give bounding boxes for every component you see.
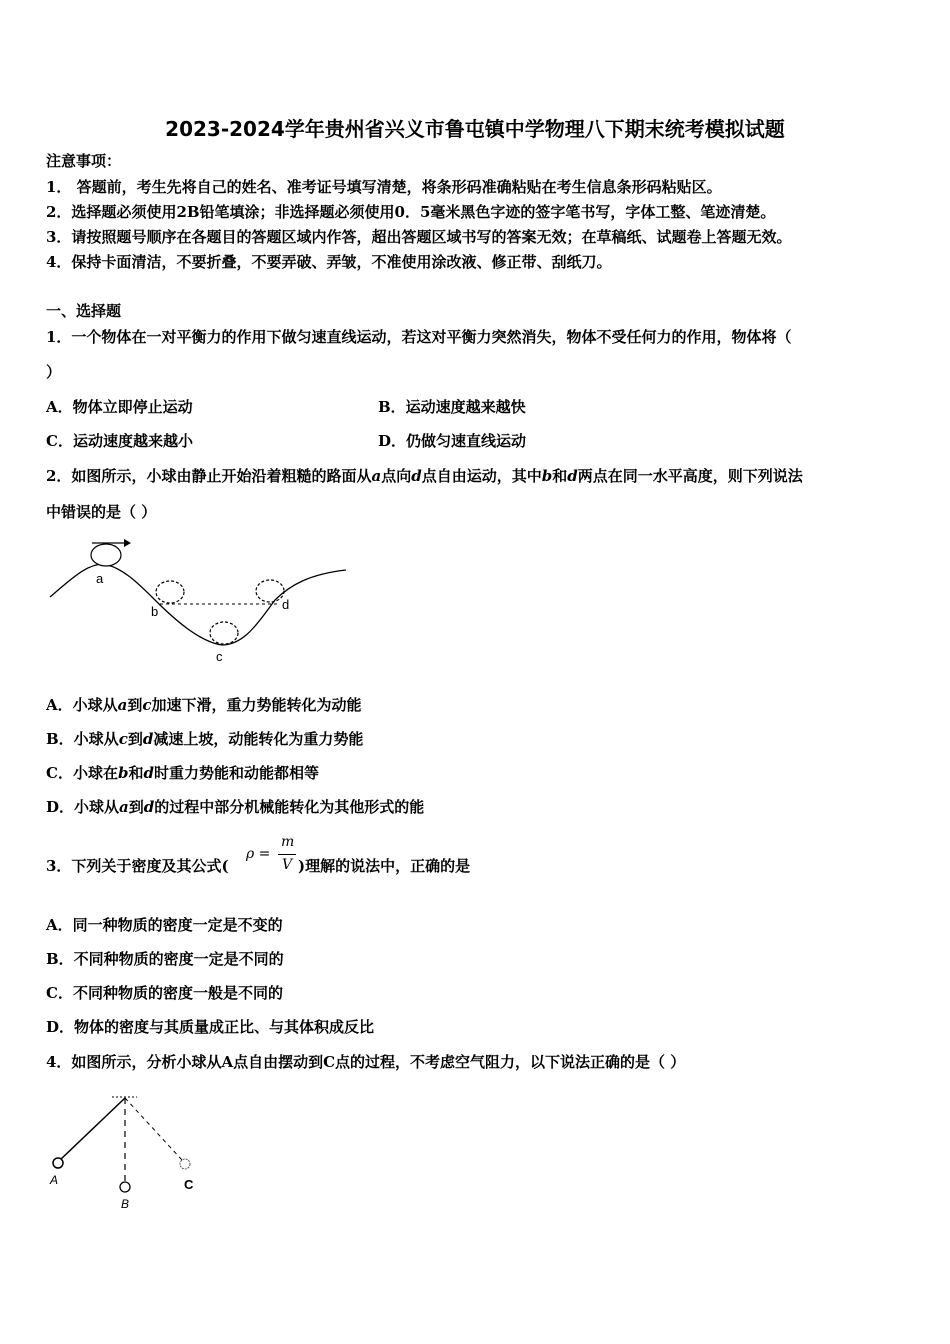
- q1-option-d: D．仍做匀速直线运动: [378, 432, 527, 450]
- q4-stem: 4．如图所示，分析小球从A点自由摆动到C点的过程，不考虑空气阻力，以下说法正确的是（ ）: [46, 1053, 686, 1071]
- notice-heading: 注意事项：: [46, 152, 122, 170]
- ball-position-a: [53, 1158, 63, 1168]
- q1-stem-end: ）: [46, 363, 62, 381]
- density-formula-rho: ρ =: [246, 846, 271, 862]
- ball-position-b: [120, 1182, 130, 1192]
- q3-stem-start: 3．下列关于密度及其公式(: [46, 857, 229, 875]
- q2-stem-end: 中错误的是（ ）: [46, 503, 157, 521]
- q2-option-c: C．小球在b和d时重力势能和动能都相等: [46, 764, 319, 782]
- notice-item: 1． 答题前，考生先将自己的姓名、准考证号填写清楚，将条形码准确粘贴在考生信息条形码粘贴区。: [46, 178, 722, 196]
- label-a: a: [96, 571, 104, 586]
- q1-stem: 1．一个物体在一对平衡力的作用下做匀速直线运动，若这对平衡力突然消失，物体不受任何力的作用，物体将（: [46, 328, 792, 346]
- string-a: [60, 1098, 125, 1160]
- ball-position-c: [180, 1159, 190, 1169]
- density-formula-numerator: m: [281, 834, 295, 850]
- notice-item: 3．请按照题号顺序在各题目的答题区域内作答，超出答题区域书写的答案无效；在草稿纸、试题卷上答题无效。: [46, 228, 792, 246]
- q2-option-d: D．小球从a到d的过程中部分机械能转化为其他形式的能: [46, 798, 425, 816]
- label-b: b: [151, 604, 159, 619]
- q3-option-a: A．同一种物质的密度一定是不变的: [46, 916, 283, 934]
- q2-option-a: A．小球从a到c加速下滑，重力势能转化为动能: [46, 696, 362, 714]
- q3-stem-end: )理解的说法中，正确的是: [298, 857, 471, 875]
- q3-option-d: D．物体的密度与其质量成正比、与其体积成反比: [46, 1018, 375, 1036]
- q1-option-c: C．运动速度越来越小: [46, 432, 193, 450]
- q2-option-b: B．小球从c到d减速上坡，动能转化为重力势能: [46, 730, 364, 748]
- label-C: C: [184, 1177, 194, 1192]
- notice-item: 2．选择题必须使用2B铅笔填涂；非选择题必须使用0．5毫米黑色字迹的签字笔书写，字体工整、笔迹清楚。: [46, 203, 776, 221]
- q1-option-b: B．运动速度越来越快: [378, 398, 526, 416]
- section-heading: 一、选择题: [46, 302, 122, 320]
- density-formula-denominator: V: [282, 857, 293, 873]
- notice-item: 4．保持卡面清洁，不要折叠，不要弄破、弄皱，不准使用涂改液、修正带、刮纸刀。: [46, 253, 612, 271]
- q3-option-c: C．不同种物质的密度一般是不同的: [46, 984, 283, 1002]
- q3-option-b: B．不同种物质的密度一定是不同的: [46, 950, 284, 968]
- string-c: [125, 1098, 182, 1160]
- label-c: c: [216, 649, 223, 664]
- q2-stem: 2．如图所示，小球由静止开始沿着粗糙的路面从a点向d点自由运动，其中b和d两点在同一水平高度，则下列说法: [46, 467, 803, 485]
- label-A: A: [50, 1173, 59, 1187]
- label-d: d: [282, 597, 290, 612]
- page-title: 2023-2024学年贵州省兴义市鲁屯镇中学物理八下期末统考模拟试题: [165, 117, 785, 141]
- label-B: B: [121, 1197, 130, 1211]
- q1-option-a: A．物体立即停止运动: [46, 398, 193, 416]
